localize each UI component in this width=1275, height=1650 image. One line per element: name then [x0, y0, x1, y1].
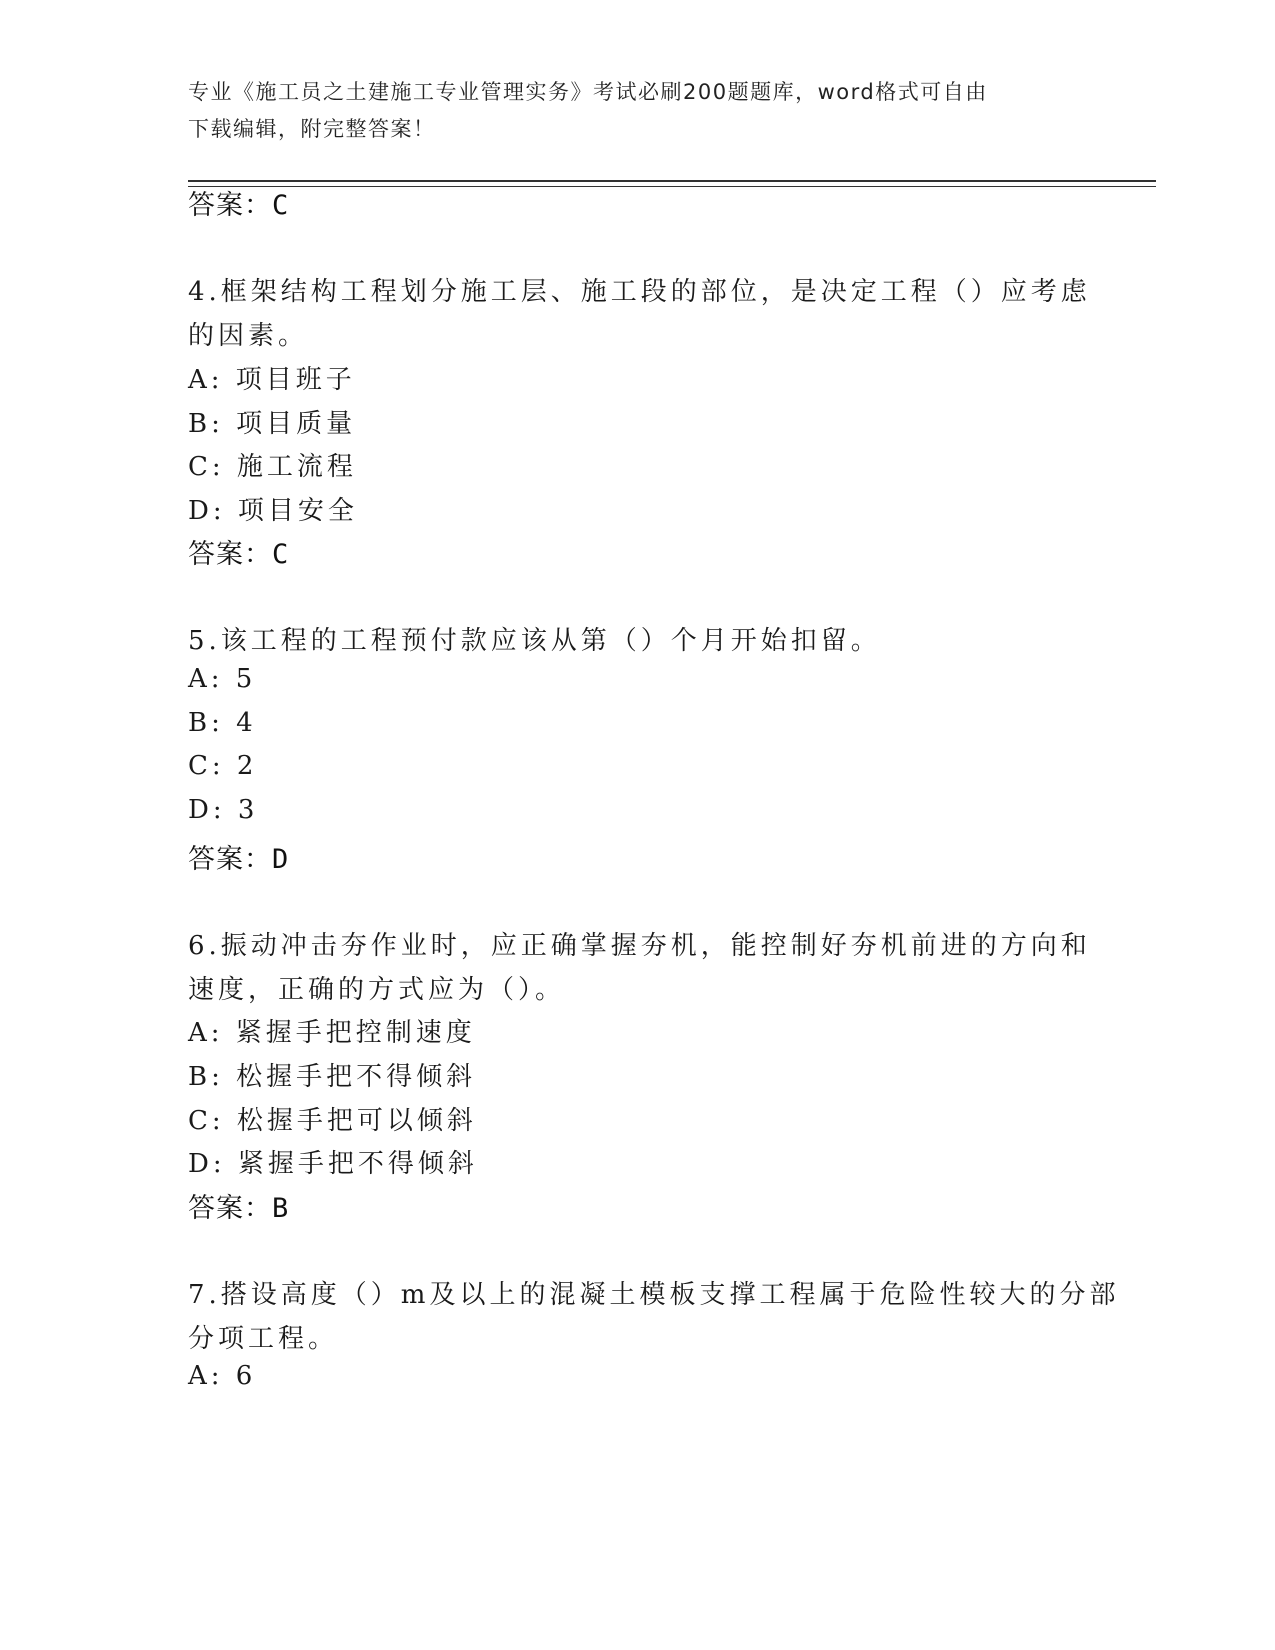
- header-divider: [188, 180, 1156, 187]
- answer-value: C: [272, 190, 290, 221]
- question-7-stem-line-1: 7.搭设高度（）m及以上的混凝土模板支撑工程属于危险性较大的分部: [188, 1280, 1120, 1310]
- question-6-stem-line-2: 速度，正确的方式应为（）。: [188, 975, 566, 1005]
- answer-value: D: [272, 844, 290, 875]
- question-5-answer: [188, 837, 289, 876]
- answer-value: B: [272, 1193, 290, 1224]
- header-line-2: 下载编辑，附完整答案！: [188, 117, 436, 141]
- question-6-option-c: C: 松握手把可以倾斜: [188, 1106, 477, 1136]
- question-5-option-d: D: 3: [188, 795, 259, 825]
- question-6-option-a: A: 紧握手把控制速度: [188, 1018, 476, 1048]
- answer-label: 答案：: [188, 844, 272, 875]
- question-5-stem-line-1: 5.该工程的工程预付款应该从第（）个月开始扣留。: [188, 626, 881, 656]
- question-6-stem-line-1: 6.振动冲击夯作业时，应正确掌握夯机，能控制好夯机前进的方向和: [188, 931, 1091, 961]
- answer-label: 答案：: [188, 539, 272, 570]
- question-4-stem-line-1: 4.框架结构工程划分施工层、施工段的部位，是决定工程（）应考虑: [188, 277, 1091, 307]
- answer-line: [188, 183, 289, 222]
- question-6-answer: [188, 1186, 289, 1225]
- answer-label: 答案：: [188, 1193, 272, 1224]
- header-line-1: 专业《施工员之土建施工专业管理实务》考试必刷200题题库，word格式可自由: [188, 80, 988, 104]
- question-4-option-d: D: 项目安全: [188, 496, 358, 526]
- question-6-option-b: B: 松握手把不得倾斜: [188, 1062, 477, 1092]
- question-6-option-d: D: 紧握手把不得倾斜: [188, 1149, 478, 1179]
- question-5-option-a: A: 5: [188, 664, 257, 694]
- question-4-option-b: B: 项目质量: [188, 409, 357, 439]
- question-4-option-c: C: 施工流程: [188, 452, 357, 482]
- answer-value: C: [272, 539, 290, 570]
- question-4-answer: [188, 532, 289, 571]
- answer-label: 答案：: [188, 190, 272, 221]
- question-4-stem-line-2: 的因素。: [188, 321, 309, 351]
- document-header: [188, 74, 1088, 148]
- question-7-stem-line-2: 分项工程。: [188, 1324, 339, 1354]
- question-5-option-b: B: 4: [188, 708, 257, 738]
- question-4-option-a: A: 项目班子: [188, 365, 356, 395]
- question-7-option-a: A: 6: [188, 1361, 257, 1391]
- question-5-option-c: C: 2: [188, 751, 258, 781]
